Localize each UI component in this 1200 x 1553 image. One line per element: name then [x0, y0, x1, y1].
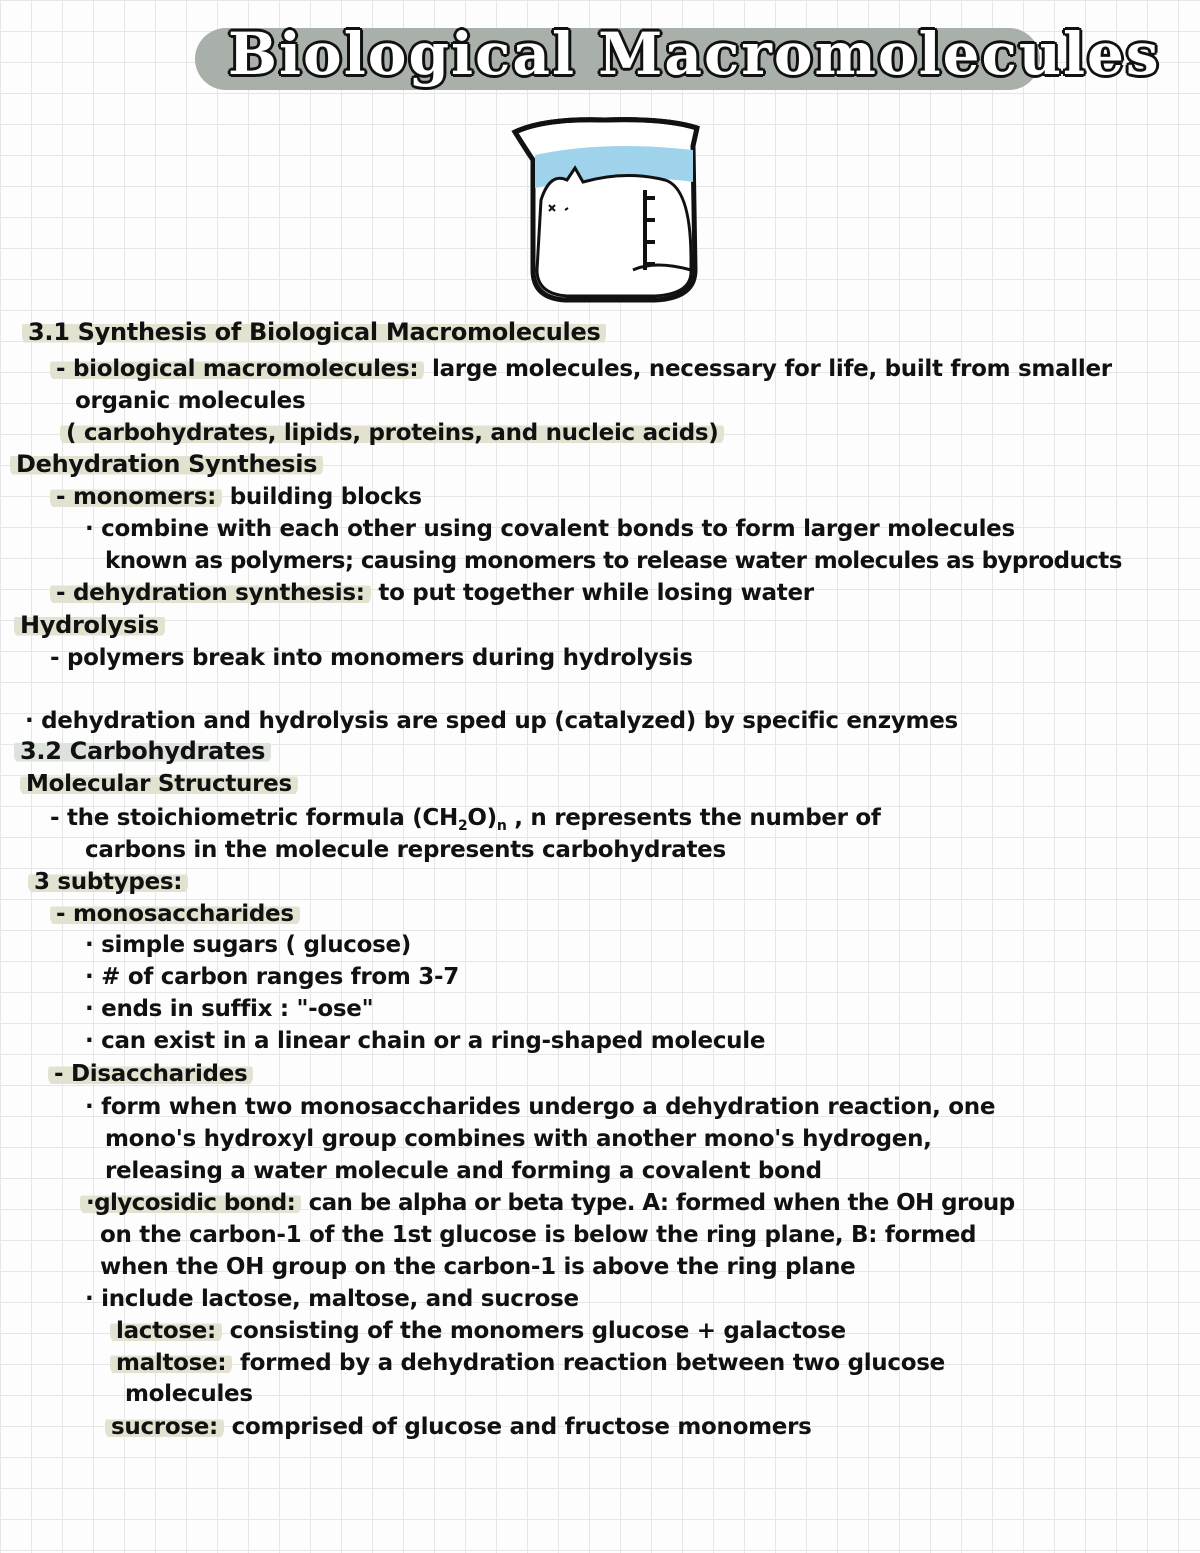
- list-item: · # of carbon ranges from 3-7: [85, 964, 459, 990]
- list-item: ( carbohydrates, lipids, proteins, and nucleic acids): [60, 419, 724, 447]
- list-item: · ends in suffix : "-ose": [85, 996, 374, 1022]
- list-item: molecules: [125, 1381, 253, 1407]
- list-item: when the OH group on the carbon-1 is above the ring plane: [100, 1254, 856, 1280]
- list-item: - polymers break into monomers during hydrolysis: [50, 645, 693, 671]
- list-item: lactose: consisting of the monomers glucose + galactose: [110, 1317, 846, 1345]
- list-item: releasing a water molecule and forming a covalent bond: [105, 1158, 822, 1184]
- list-item: · include lactose, maltose, and sucrose: [85, 1286, 579, 1312]
- list-item: - dehydration synthesis: to put together while losing water: [50, 579, 814, 607]
- section-heading: 3.1 Synthesis of Biological Macromolecules: [22, 318, 606, 346]
- subheading: - monosaccharides: [50, 900, 300, 928]
- list-item: maltose: formed by a dehydration reaction between two glucose: [110, 1349, 945, 1377]
- subheading: 3 subtypes:: [28, 868, 188, 896]
- list-item: · can exist in a linear chain or a ring-shaped molecule: [85, 1028, 766, 1054]
- list-item: · form when two monosaccharides undergo a dehydration reaction, one: [85, 1094, 996, 1120]
- list-item: · dehydration and hydrolysis are sped up (catalyzed) by specific enzymes: [25, 708, 958, 734]
- subheading: Molecular Structures: [20, 770, 298, 798]
- list-item: - biological macromolecules: large molecules, necessary for life, built from smaller: [50, 355, 1112, 383]
- list-item: organic molecules: [75, 388, 306, 414]
- list-item: carbons in the molecule represents carbohydrates: [85, 837, 726, 863]
- list-item: known as polymers; causing monomers to release water molecules as byproducts: [105, 548, 1122, 574]
- list-item: mono's hydroxyl group combines with another mono's hydrogen,: [105, 1126, 932, 1152]
- list-item: · combine with each other using covalent bonds to form larger molecules: [85, 516, 1015, 542]
- list-item: ·glycosidic bond: can be alpha or beta type. A: formed when the OH group: [80, 1189, 1015, 1217]
- section-heading: 3.2 Carbohydrates: [14, 737, 271, 765]
- subheading: Hydrolysis: [14, 611, 165, 639]
- list-item: - monomers: building blocks: [50, 483, 422, 511]
- list-item: on the carbon-1 of the 1st glucose is below the ring plane, B: formed: [100, 1222, 977, 1248]
- subheading: Dehydration Synthesis: [10, 450, 323, 478]
- subheading: - Disaccharides: [48, 1060, 253, 1088]
- beaker-cat-icon: [505, 110, 710, 310]
- list-item: sucrose: comprised of glucose and fructose monomers: [105, 1413, 812, 1441]
- page-title: Biological Macromolecules: [228, 20, 1161, 88]
- list-item: - the stoichiometric formula $(CH_2O)_n$ , n represents the number of: [50, 805, 881, 834]
- list-item: · simple sugars ( glucose): [85, 932, 412, 958]
